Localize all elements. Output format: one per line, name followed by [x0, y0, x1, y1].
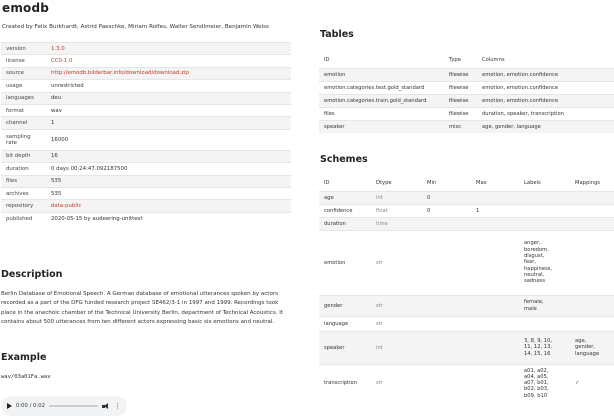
table-columns-cell: emotion, emotion.confidence: [477, 94, 614, 107]
scheme-label: boredom,: [524, 246, 549, 253]
metadata-link[interactable]: CC0-1.0: [46, 55, 291, 67]
scheme-label: disgust,: [524, 253, 545, 260]
tables-col-type: Type: [444, 52, 477, 68]
metadata-value: 16000: [46, 129, 291, 150]
table-columns-cell: emotion, emotion.confidence: [477, 81, 614, 94]
scheme-id-cell: transcription: [319, 364, 371, 402]
scheme-max-cell: [471, 191, 519, 204]
metadata-row: [1, 187, 291, 199]
scheme-mapping: language: [575, 350, 600, 357]
schemes-heading: Schemes: [320, 154, 368, 165]
description-text: Berlin Database of Emotional Speech. A German database of emotional utterances spoken by actors recorded as a part of the DFG funded research project SE462/3-1 in 1997 and 1999. Recordings took place in the anechoic chamber of the Technical University Berlin, department of Technical Acoustics. It contains about 500 utterances from ten different actors expressing basic six emotions and neutral.: [1, 291, 283, 325]
metadata-key: version: [1, 43, 46, 55]
audio-progress-bar[interactable]: [49, 405, 98, 407]
metadata-key: repository: [1, 200, 46, 212]
scheme-mapping: age,: [575, 338, 587, 345]
metadata-link[interactable]: 1.3.0: [46, 43, 291, 55]
table-type-cell: filewise: [444, 81, 477, 94]
metadata-value: unrestricted: [46, 80, 291, 92]
more-options-icon[interactable]: ⋮: [114, 401, 121, 410]
metadata-table: [1, 42, 291, 225]
scheme-labels-cell: [519, 230, 570, 295]
metadata-value: 535: [46, 187, 291, 199]
metadata-value: wav: [46, 104, 291, 116]
scheme-row: [319, 295, 614, 316]
scheme-max-cell: [471, 364, 519, 402]
scheme-mappings-cell: [570, 316, 614, 331]
metadata-row: [1, 92, 291, 104]
metadata-link[interactable]: http://emodb.bilderbar.info/download/download.zip: [46, 67, 291, 79]
volume-icon[interactable]: [102, 403, 110, 410]
tables-col-columns: Columns: [477, 52, 614, 68]
scheme-label: anger,: [524, 240, 541, 247]
scheme-label: fear,: [524, 259, 536, 266]
scheme-max-cell: 1: [471, 204, 519, 217]
scheme-min-cell: [422, 316, 471, 331]
scheme-label: male: [524, 305, 537, 312]
scheme-labels-cell: [519, 204, 570, 217]
schemes-col-mappings: Mappings: [570, 176, 614, 191]
metadata-row: [1, 150, 291, 162]
metadata-value: deu: [46, 92, 291, 104]
authors-line: Created by Felix Burkhardt, Astrid Paeschke, Miriam Rolfes, Walter Sendlmeier, Benjamin Weiss: [2, 24, 269, 30]
scheme-mapping: ✓: [575, 380, 580, 387]
scheme-row: [319, 217, 614, 230]
scheme-id-cell: language: [319, 316, 371, 331]
table-row: [319, 120, 614, 133]
metadata-key: license: [1, 55, 46, 67]
scheme-label: a01, a02,: [524, 367, 549, 374]
scheme-min-cell: 0: [422, 204, 471, 217]
scheme-dtype-cell: str: [371, 295, 422, 316]
metadata-row: [1, 67, 291, 79]
left-column: [0, 0, 292, 416]
example-heading: Example: [1, 352, 47, 363]
scheme-id-cell: gender: [319, 295, 371, 316]
metadata-row: [1, 200, 291, 212]
example-file-name: wav/03a01Fa.wav: [1, 374, 51, 380]
table-type-cell: filewise: [444, 94, 477, 107]
table-type-cell: filewise: [444, 107, 477, 120]
scheme-label: happiness,: [524, 265, 553, 272]
table-columns-cell: emotion, emotion.confidence: [477, 68, 614, 81]
scheme-id-cell: emotion: [319, 230, 371, 295]
metadata-key: languages: [1, 92, 46, 104]
scheme-min-cell: [422, 331, 471, 364]
table-row: [319, 68, 614, 81]
scheme-dtype-cell: int: [371, 191, 422, 204]
scheme-id-cell: speaker: [319, 331, 371, 364]
schemes-col-dtype: Dtype: [371, 176, 422, 191]
table-type-cell: misc: [444, 120, 477, 133]
scheme-label: neutral,: [524, 271, 545, 278]
scheme-row: [319, 191, 614, 204]
table-columns-cell: age, gender, language: [477, 120, 614, 133]
scheme-label: 14, 15, 16: [524, 350, 551, 357]
table-row: [319, 107, 614, 120]
table-columns-cell: duration, speaker, transcription: [477, 107, 614, 120]
metadata-key: usage: [1, 80, 46, 92]
metadata-row: [1, 80, 291, 92]
scheme-mappings-cell: [570, 295, 614, 316]
scheme-row: [319, 331, 614, 364]
scheme-mapping: gender,: [575, 344, 596, 351]
table-id-cell: emotion.categories.test.gold_standard: [319, 81, 444, 94]
scheme-label: a07, b01,: [524, 380, 549, 387]
scheme-labels-cell: [519, 364, 570, 402]
metadata-row: [1, 175, 291, 187]
scheme-labels-cell: [519, 217, 570, 230]
play-icon[interactable]: [7, 403, 12, 409]
scheme-mappings-cell: [570, 217, 614, 230]
scheme-label: b02, b03,: [524, 386, 549, 393]
table-id-cell: emotion: [319, 68, 444, 81]
scheme-labels-cell: [519, 295, 570, 316]
metadata-value: 1: [46, 117, 291, 129]
metadata-row: [1, 55, 291, 67]
scheme-mappings-cell: [570, 204, 614, 217]
scheme-dtype-cell: str: [371, 316, 422, 331]
scheme-max-cell: [471, 295, 519, 316]
scheme-row: [319, 204, 614, 217]
scheme-labels-cell: [519, 331, 570, 364]
audio-time: 0:00 / 0:02: [16, 403, 45, 409]
scheme-id-cell: duration: [319, 217, 371, 230]
scheme-label: female,: [524, 299, 544, 306]
scheme-max-cell: [471, 230, 519, 295]
scheme-id-cell: confidence: [319, 204, 371, 217]
metadata-value: 0 days 00:24:47.092187500: [46, 163, 291, 175]
scheme-min-cell: [422, 217, 471, 230]
schemes-col-id: ID: [319, 176, 371, 191]
metadata-key: channel: [1, 117, 46, 129]
scheme-dtype-cell: str: [371, 364, 422, 402]
table-type-cell: filewise: [444, 68, 477, 81]
scheme-label: a04, a05,: [524, 373, 549, 380]
tables-table: [319, 52, 614, 133]
metadata-link[interactable]: data-public: [46, 200, 291, 212]
scheme-min-cell: [422, 230, 471, 295]
schemes-col-min: Min: [422, 176, 471, 191]
table-id-cell: emotion.categories.train.gold_standard: [319, 94, 444, 107]
scheme-label: 3, 8, 9, 10,: [524, 338, 553, 345]
scheme-label: b09, b10: [524, 392, 548, 399]
metadata-row: [1, 43, 291, 55]
scheme-label: 11, 12, 13,: [524, 344, 553, 351]
metadata-row: [1, 104, 291, 116]
schemes-col-labels: Labels: [519, 176, 570, 191]
description-heading: Description: [1, 269, 63, 280]
scheme-mappings-cell: [570, 364, 614, 402]
tables-col-id: ID: [319, 52, 444, 68]
metadata-row: [1, 163, 291, 175]
metadata-value: 2020-05-15 by audeering-unittest: [46, 212, 291, 224]
metadata-row: [1, 129, 291, 150]
scheme-mappings-cell: [570, 191, 614, 204]
metadata-row: [1, 117, 291, 129]
metadata-key: sampling rate: [1, 129, 46, 150]
audio-player[interactable]: [1, 396, 127, 416]
scheme-row: [319, 316, 614, 331]
dataset-title: emodb: [2, 1, 50, 15]
metadata-key: duration: [1, 163, 46, 175]
metadata-key: bit depth: [1, 150, 46, 162]
scheme-labels-cell: [519, 191, 570, 204]
scheme-min-cell: [422, 295, 471, 316]
scheme-min-cell: [422, 364, 471, 402]
scheme-id-cell: age: [319, 191, 371, 204]
schemes-table: [319, 176, 614, 402]
metadata-key: source: [1, 67, 46, 79]
metadata-value: 16: [46, 150, 291, 162]
scheme-mappings-cell: [570, 331, 614, 364]
scheme-labels-cell: [519, 316, 570, 331]
right-column: [318, 0, 614, 416]
scheme-dtype-cell: float: [371, 204, 422, 217]
scheme-dtype-cell: time: [371, 217, 422, 230]
schemes-col-max: Max: [471, 176, 519, 191]
metadata-row: [1, 212, 291, 224]
table-id-cell: speaker: [319, 120, 444, 133]
scheme-max-cell: [471, 331, 519, 364]
metadata-value: 535: [46, 175, 291, 187]
scheme-min-cell: 0: [422, 191, 471, 204]
scheme-row: [319, 364, 614, 402]
table-row: [319, 81, 614, 94]
scheme-dtype-cell: int: [371, 331, 422, 364]
scheme-dtype-cell: str: [371, 230, 422, 295]
metadata-key: published: [1, 212, 46, 224]
scheme-max-cell: [471, 316, 519, 331]
metadata-key: format: [1, 104, 46, 116]
scheme-max-cell: [471, 217, 519, 230]
scheme-label: sadness: [524, 278, 546, 285]
scheme-row: [319, 230, 614, 295]
scheme-mappings-cell: [570, 230, 614, 295]
metadata-key: files: [1, 175, 46, 187]
tables-heading: Tables: [320, 29, 354, 40]
metadata-key: archives: [1, 187, 46, 199]
table-row: [319, 94, 614, 107]
table-id-cell: files: [319, 107, 444, 120]
